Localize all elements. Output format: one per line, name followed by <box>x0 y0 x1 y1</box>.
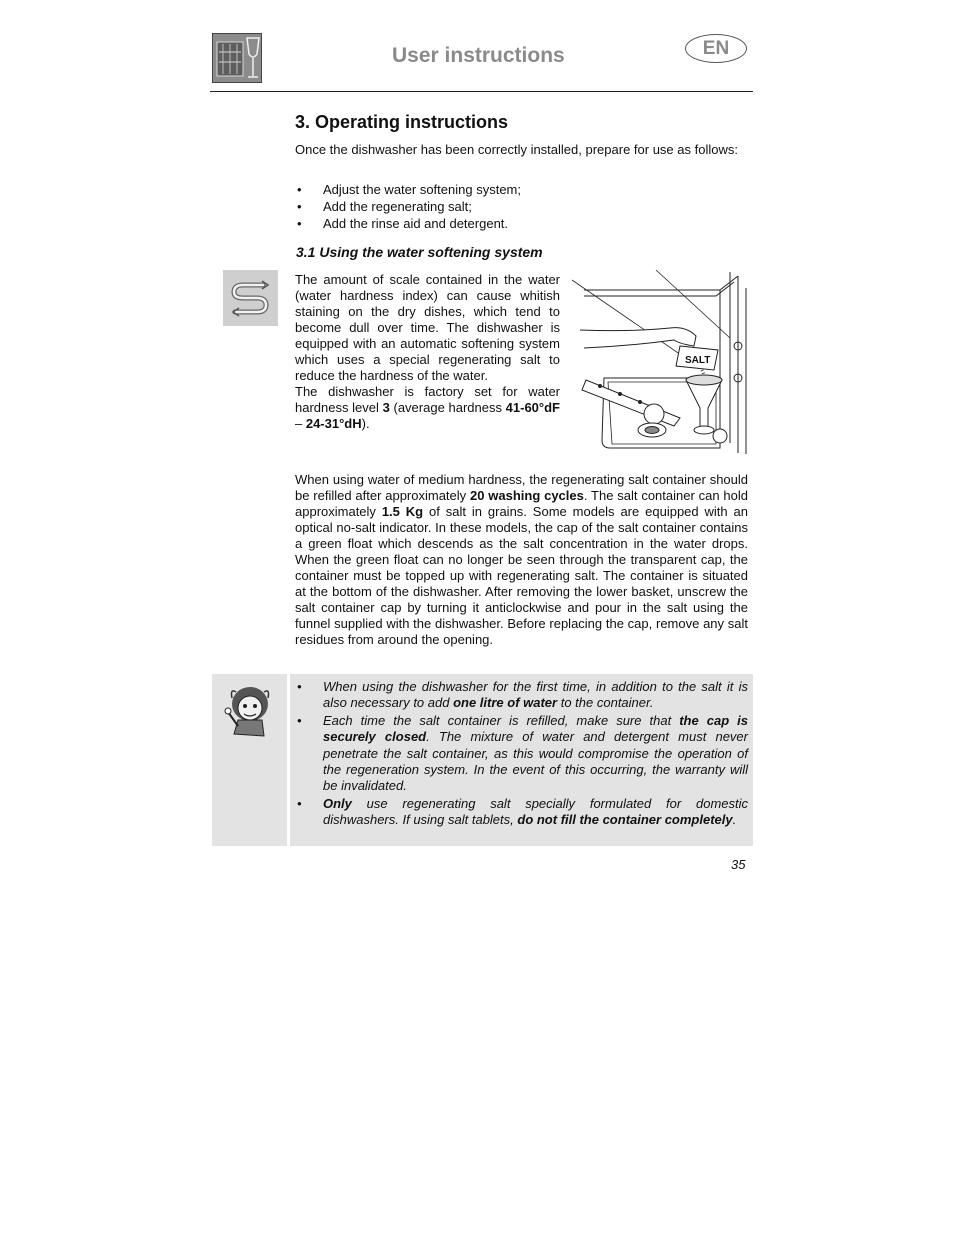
section-heading: 3. Operating instructions <box>295 112 509 132</box>
subsection-heading: 3.1 Using the water softening system <box>296 244 543 260</box>
salt-paragraph: When using water of medium hardness, the regenerating salt container should be refilled after approximately 20 washing cycles. The salt container can hold approximately 1.5 Kg of salt in grains. Some models are equipped with an optical no-salt indicator. In these models, the cap of the salt container contains a green float which descends as the salt concentration in the water drops. When the green float can no longer be seen through the transparent cap, the container must be topped up with regenerating salt. The container is situated at the bottom of the dishwasher. After removing the lower basket, unscrew the salt container cap by turning it anticlockwise and pour in the salt using the funnel supplied with the dishwasher. Before replacing the cap, remove any salt residues from around the opening. <box>295 472 748 647</box>
refill-cycles: 20 washing cycles <box>469 488 584 503</box>
header-divider <box>210 91 753 92</box>
page-number: 35 <box>731 857 746 872</box>
hardness-level: 3 <box>382 400 390 415</box>
list-item: • Each time the salt container is refilled, make sure that the cap is securely closed. The mixture of water and detergent must never penetrate the salt container, as this would compromise the operation of the regeneration system. In the event of this occurring, the warranty will be invalidated. <box>295 713 748 795</box>
warning-box-divider <box>287 674 290 846</box>
list-item: • Add the regenerating salt; <box>295 198 748 215</box>
warning-character-icon <box>222 682 278 740</box>
language-badge: EN <box>685 34 747 63</box>
salt-packet-label: SALT <box>685 355 711 366</box>
list-item: • Add the rinse aid and detergent. <box>295 215 748 232</box>
salt-filling-illustration <box>570 268 750 456</box>
list-item: • Adjust the water softening system; <box>295 181 748 198</box>
hardness-paragraph: The amount of scale contained in the water (water hardness index) can cause whitish staining on the dry dishes, which tend to become dull over time. The dishwasher is equipped with an automatic softening system which uses a special regenerating salt to reduce the hardness of the water. The dishwasher is factory set for water hardness level 3 (average hardness 41-60°dF – 24-31°dH). <box>295 272 560 431</box>
hardness-df: 41-60°dF <box>505 400 560 415</box>
softening-icon <box>223 270 278 326</box>
header-title: User instructions <box>392 44 565 67</box>
hardness-text: The amount of scale contained in the water (water hardness index) can cause whitish staining on the dry dishes, which tend to become dull over time. The dishwasher is equipped with an automatic softening system which uses a special regenerating salt to reduce the hardness of the water. <box>295 272 560 383</box>
hardness-dh: 24-31°dH <box>305 416 362 431</box>
intro-paragraph: Once the dishwasher has been correctly installed, prepare for use as follows: <box>295 142 738 157</box>
container-capacity: 1.5 Kg <box>381 504 424 519</box>
warning-list <box>295 679 748 830</box>
list-item: • Only use regenerating salt specially formulated for domestic dishwashers. If using salt tablets, do not fill the container completely. <box>295 796 748 829</box>
list-item: • When using the dishwasher for the first time, in addition to the salt it is also necessary to add one litre of water to the container. <box>295 679 748 712</box>
preparation-list <box>295 181 748 232</box>
brand-logo <box>212 33 262 83</box>
